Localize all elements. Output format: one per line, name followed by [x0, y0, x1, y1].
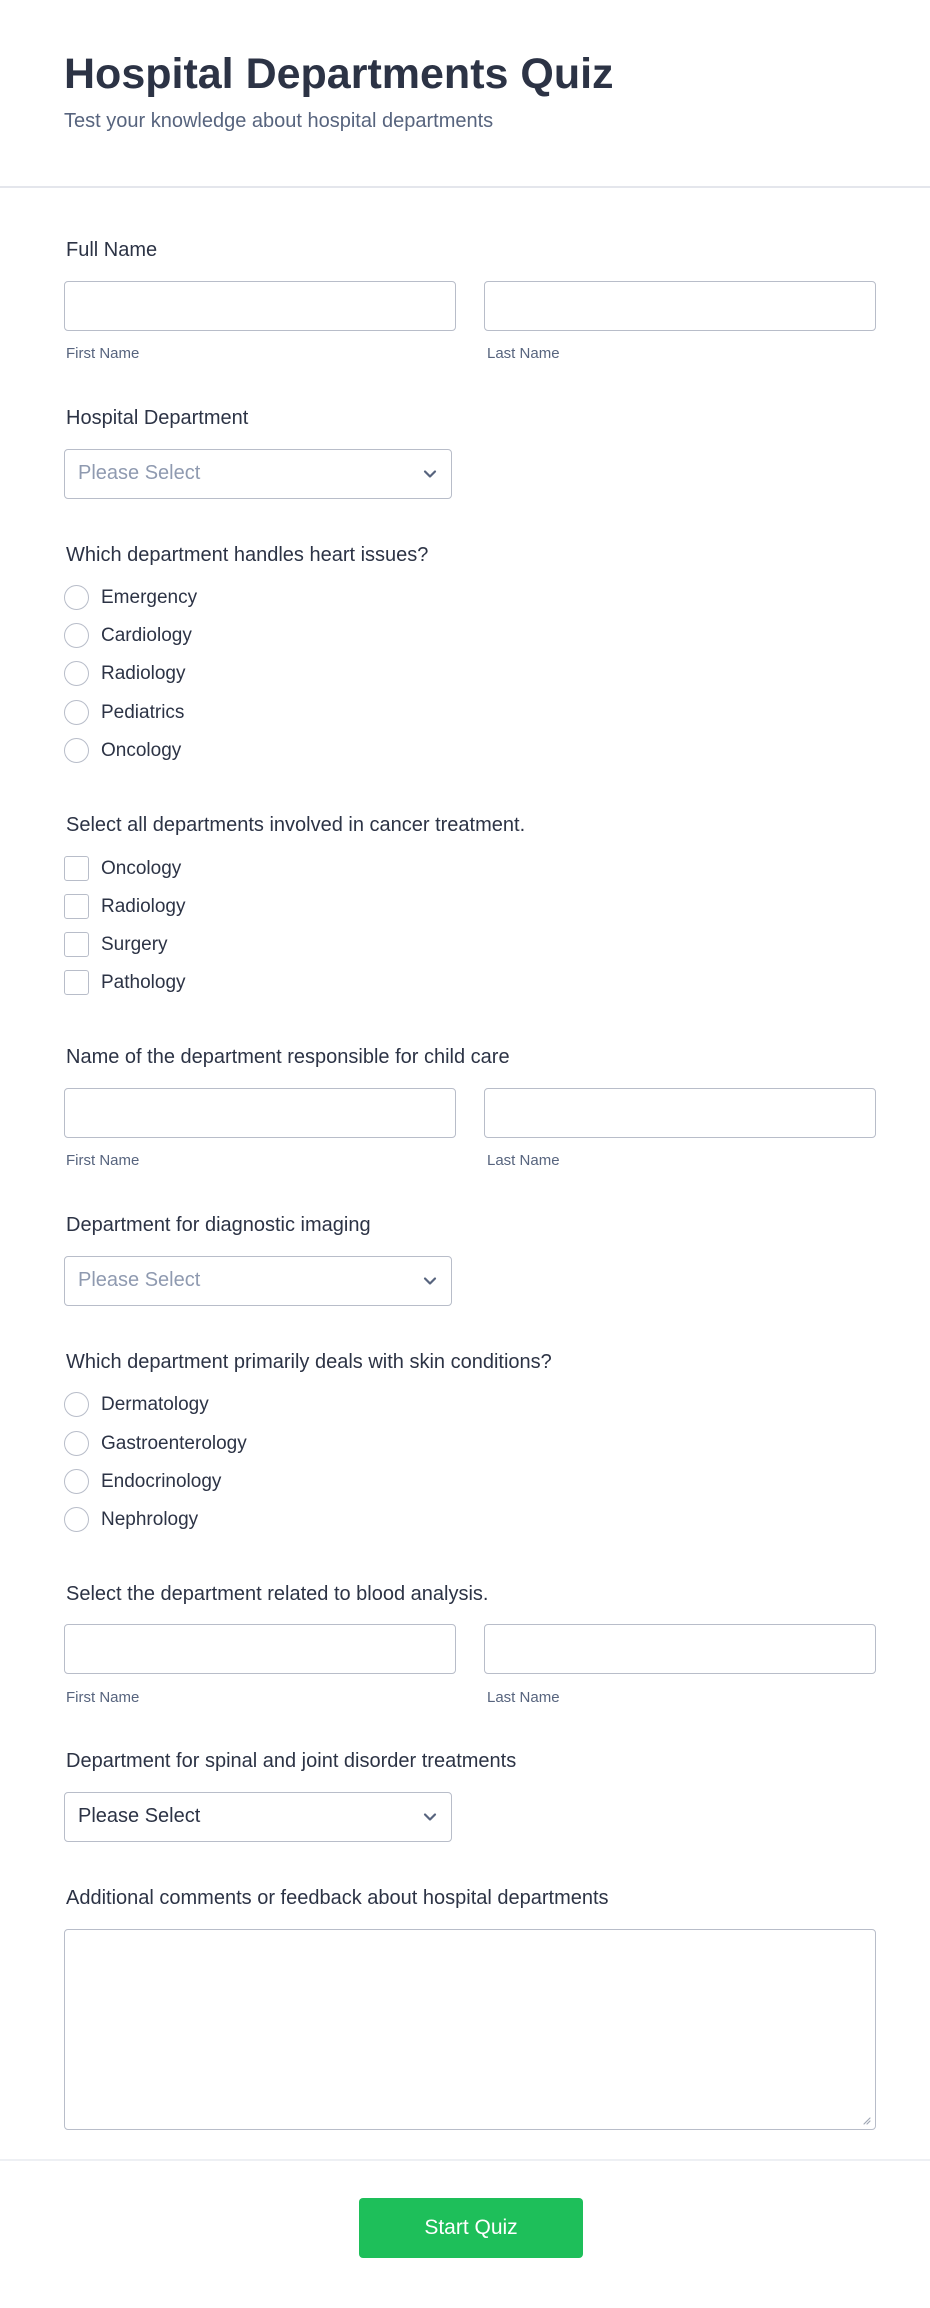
- hospital-department-select[interactable]: [64, 449, 452, 499]
- radio-button[interactable]: [64, 1392, 89, 1417]
- last-name-sublabel: Last Name: [487, 345, 560, 362]
- radio-button[interactable]: [64, 700, 89, 725]
- diagnostic-imaging-label: Department for diagnostic imaging: [66, 1214, 371, 1236]
- form-subtitle: Test your knowledge about hospital departments: [64, 110, 494, 132]
- first-name-sublabel: First Name: [66, 1152, 140, 1169]
- full-name-last-input[interactable]: [484, 281, 876, 331]
- checkbox[interactable]: [64, 932, 89, 957]
- option-label: Pediatrics: [101, 702, 185, 723]
- select-value: Please Select: [78, 1805, 201, 1827]
- radio-button[interactable]: [64, 661, 89, 686]
- full-name-first-input[interactable]: [64, 281, 456, 331]
- option-label: Pathology: [101, 972, 186, 993]
- chevron-down-icon: [419, 463, 441, 485]
- radio-button[interactable]: [64, 738, 89, 763]
- select-value: Please Select: [78, 462, 201, 484]
- resize-handle-icon[interactable]: [861, 2115, 871, 2125]
- checkbox[interactable]: [64, 970, 89, 995]
- option-label: Radiology: [101, 896, 186, 917]
- spinal-joint-label: Department for spinal and joint disorder treatments: [66, 1750, 517, 1772]
- blood-analysis-first-input[interactable]: [64, 1624, 456, 1674]
- comments-label: Additional comments or feedback about hospital departments: [66, 1887, 609, 1909]
- checkbox[interactable]: [64, 894, 89, 919]
- radio-button[interactable]: [64, 585, 89, 610]
- radio-button[interactable]: [64, 1507, 89, 1532]
- option-label: Surgery: [101, 934, 168, 955]
- child-care-last-input[interactable]: [484, 1088, 876, 1138]
- heart-issues-label: Which department handles heart issues?: [66, 544, 429, 566]
- diagnostic-imaging-select[interactable]: [64, 1256, 452, 1306]
- child-care-label: Name of the department responsible for child care: [66, 1046, 510, 1068]
- first-name-sublabel: First Name: [66, 345, 140, 362]
- cancer-treatment-label: Select all departments involved in cancer treatment.: [66, 814, 526, 836]
- chevron-down-icon: [419, 1806, 441, 1828]
- last-name-sublabel: Last Name: [487, 1152, 560, 1169]
- full-name-label: Full Name: [66, 239, 158, 261]
- hospital-department-label: Hospital Department: [66, 407, 249, 429]
- comments-textarea[interactable]: [64, 1929, 876, 2130]
- option-label: Gastroenterology: [101, 1433, 247, 1454]
- select-value: Please Select: [78, 1269, 201, 1291]
- first-name-sublabel: First Name: [66, 1689, 140, 1706]
- checkbox[interactable]: [64, 856, 89, 881]
- option-label: Dermatology: [101, 1394, 209, 1415]
- radio-button[interactable]: [64, 1431, 89, 1456]
- option-label: Cardiology: [101, 625, 192, 646]
- skin-conditions-label: Which department primarily deals with skin conditions?: [66, 1351, 552, 1373]
- blood-analysis-last-input[interactable]: [484, 1624, 876, 1674]
- child-care-first-input[interactable]: [64, 1088, 456, 1138]
- form-header: [0, 0, 930, 188]
- chevron-down-icon: [419, 1270, 441, 1292]
- radio-button[interactable]: [64, 1469, 89, 1494]
- option-label: Oncology: [101, 858, 182, 879]
- option-label: Endocrinology: [101, 1471, 222, 1492]
- start-quiz-button[interactable]: Start Quiz: [359, 2198, 583, 2258]
- blood-analysis-label: Select the department related to blood analysis.: [66, 1583, 489, 1605]
- option-label: Oncology: [101, 740, 182, 761]
- option-label: Radiology: [101, 663, 186, 684]
- radio-button[interactable]: [64, 623, 89, 648]
- form-title: Hospital Departments Quiz: [64, 50, 614, 98]
- spinal-joint-select[interactable]: [64, 1792, 452, 1842]
- last-name-sublabel: Last Name: [487, 1689, 560, 1706]
- option-label: Emergency: [101, 587, 198, 608]
- option-label: Nephrology: [101, 1509, 199, 1530]
